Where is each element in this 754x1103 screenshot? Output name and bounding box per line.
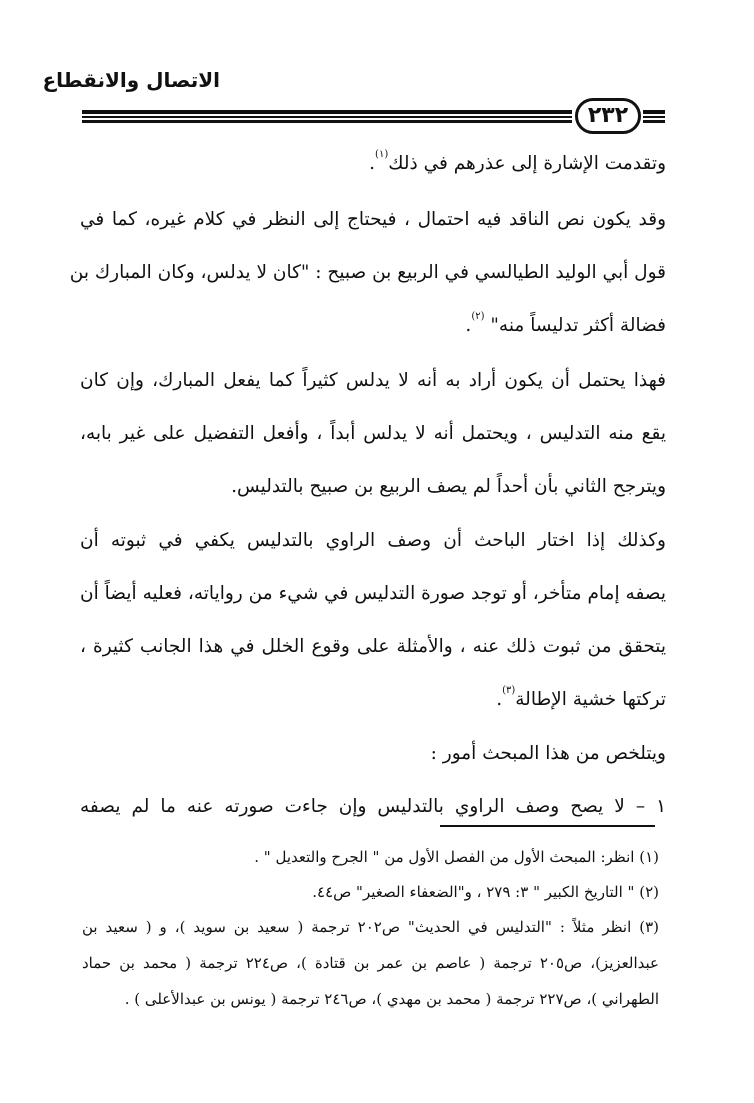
footnote-line: (٢) " التاريخ الكبير " ٣: ٢٧٩ ، و"الضعفاء الصغير" ص٤٤. xyxy=(312,883,659,901)
body-line: يتحقق من ثبوت ذلك عنه ، والأمثلة على وقوع الخلل في هذا الجانب كثيرة ، xyxy=(80,636,666,657)
body-line: يقع منه التدليس ، ويحتمل أنه لا يدلس أبداً ، وأفعل التفضيل على غير بابه، xyxy=(80,423,666,444)
footnote-ref: (٢) xyxy=(471,311,485,322)
header-rule-right xyxy=(643,110,665,124)
footnote-ref: (٣) xyxy=(502,685,516,696)
body-line: يصفه إمام متأخر، أو توجد صورة التدليس في شيء من رواياته، فعليه أيضاً أن xyxy=(80,583,666,604)
footnote-line: (١) انظر: المبحث الأول من الفصل الأول من " الجرح والتعديل " . xyxy=(254,848,659,866)
body-line: قول أبي الوليد الطيالسي في الربيع بن صبيح : "كان لا يدلس، وكان المبارك بن xyxy=(69,262,666,283)
body-line: ويترجح الثاني بأن أحداً لم يصف الربيع بن صبيح بالتدليس. xyxy=(231,476,666,497)
body-line: ويتلخص من هذا المبحث أمور : xyxy=(430,743,666,764)
footnote-line: عبدالعزيز)، ص٢٠٥ ترجمة ( عاصم بن عمر بن قتادة )، ص٢٢٤ ترجمة ( محمد بن حماد xyxy=(82,954,659,972)
body-line: وتقدمت الإشارة إلى عذرهم في ذلك$^{(١)}$. xyxy=(369,149,666,174)
page-number: ٢٣٢ xyxy=(587,103,629,128)
header-rule xyxy=(82,110,572,124)
footnote-separator xyxy=(440,825,655,827)
body-line: ١ – لا يصح وصف الراوي بالتدليس وإن جاءت صورته عنه ما لم يصفه xyxy=(80,796,666,817)
body-line: تركتها خشية الإطالة$^{(٣)}$. xyxy=(496,685,666,710)
body-line: وكذلك إذا اختار الباحث أن وصف الراوي بالتدليس يكفي في ثبوته أن xyxy=(80,530,666,551)
footnote-line: الطهراني )، ص٢٢٧ ترجمة ( محمد بن مهدي )، ص٢٤٦ ترجمة ( يونس بن عبدالأعلى ) . xyxy=(124,990,659,1008)
page-number-badge xyxy=(575,98,641,134)
footnote-ref: (١) xyxy=(375,149,389,160)
footnote-line: (٣) انظر مثلاً : "التدليس في الحديث" ص٢٠٢ ترجمة ( سعيد بن سويد )، و ( سعيد بن xyxy=(82,918,659,936)
body-line: فضالة أكثر تدليساً منه" $^{(٢)}$. xyxy=(465,311,666,336)
body-line: وقد يكون نص الناقد فيه احتمال ، فيحتاج إلى النظر في كلام غيره، كما في xyxy=(80,209,666,230)
body-line: فهذا يحتمل أن يكون أراد به أنه لا يدلس كثيراً كما يفعل المبارك، وإن كان xyxy=(80,370,666,391)
running-title: الاتصال والانقطاع xyxy=(42,68,220,92)
